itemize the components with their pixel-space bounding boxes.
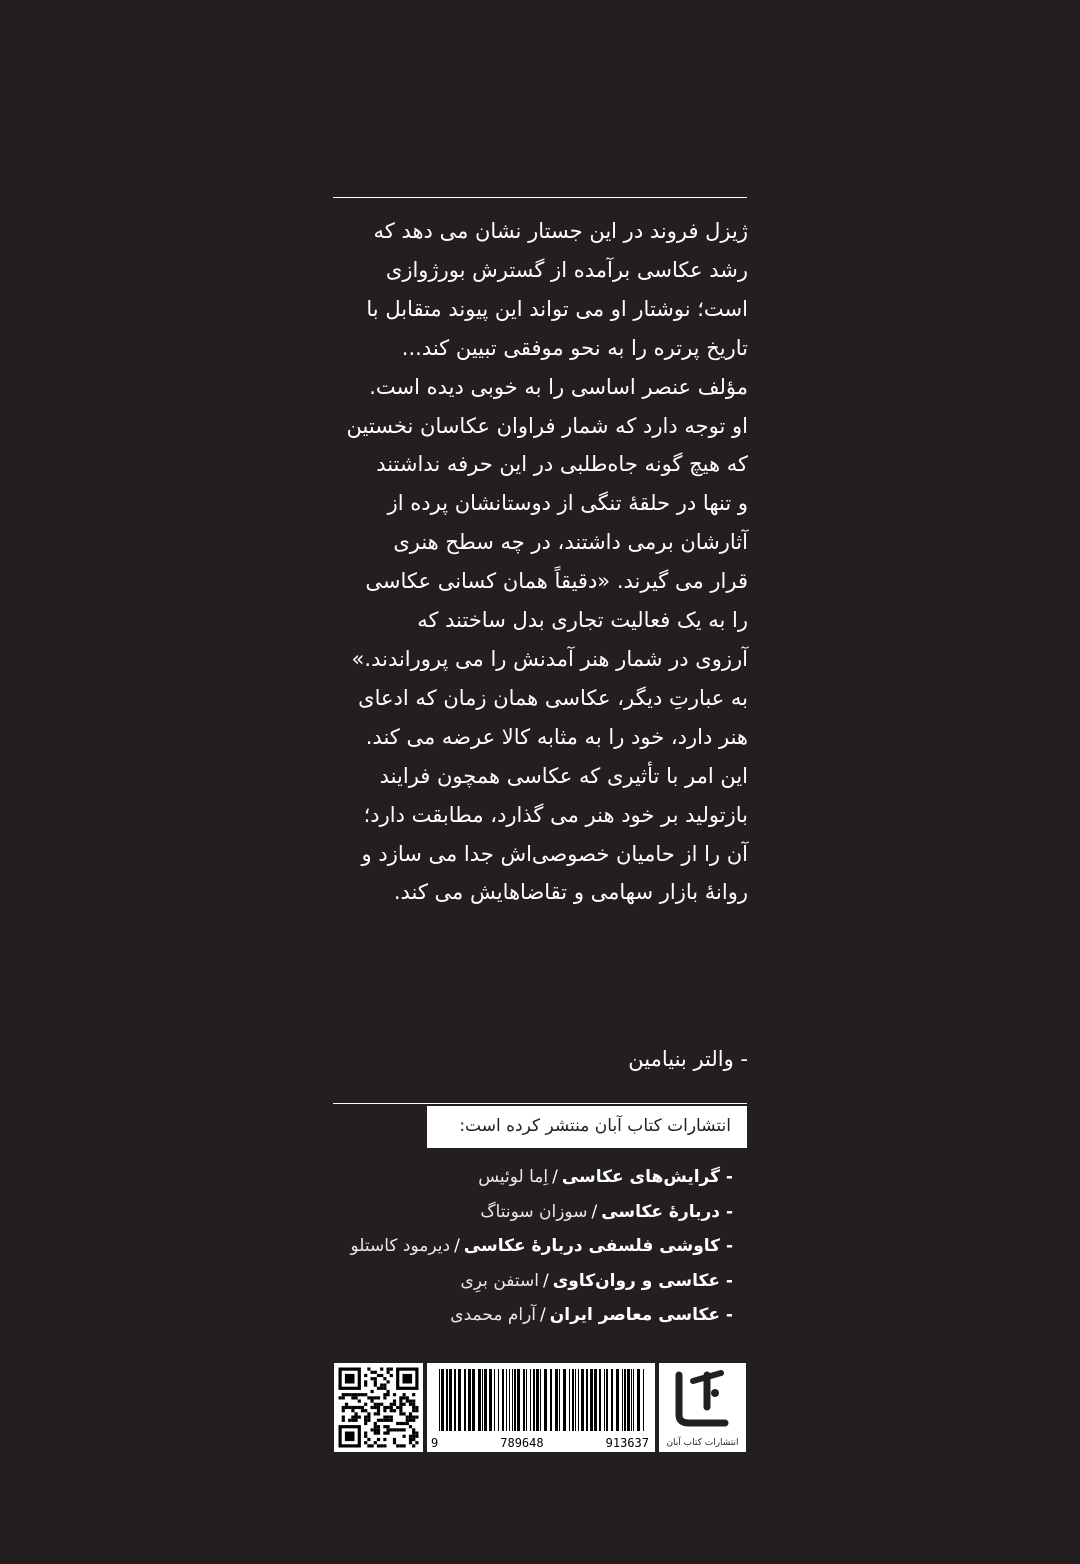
publisher-heading: انتشارات کتاب آبان منتشر کرده است: — [459, 1116, 731, 1136]
book-separator: / — [542, 1270, 549, 1291]
book-separator: / — [591, 1201, 598, 1222]
isbn-digit-group: 9 — [431, 1436, 439, 1450]
quote-line: است؛ نوشتار او می تواند این پیوند متقابل با — [366, 296, 748, 321]
isbn-digit-group: 789648 — [500, 1436, 544, 1450]
book-title: - گرایش‌های عکاسی — [561, 1167, 733, 1187]
book-separator: / — [552, 1167, 558, 1187]
book-title: - عکاسی و روان‌کاوی — [552, 1270, 733, 1291]
book-title: - دربارهٔ عکاسی — [601, 1201, 733, 1222]
quote-line: روانهٔ بازار سهامی و تقاضاهایش می کند. — [393, 880, 748, 905]
quote-line: و تنها در حلقهٔ تنگی از دوستانشان پرده از — [387, 491, 748, 516]
isbn-barcode — [427, 1363, 655, 1452]
author-name: - والتر بنیامین — [628, 1047, 748, 1071]
book-title: - عکاسی معاصر ایران — [549, 1305, 733, 1325]
quote-line: به عبارتِ دیگر، عکاسی همان زمان که ادعای — [358, 685, 748, 710]
quote-line: رشد عکاسی برآمده از گسترش بورژوازی — [385, 257, 748, 282]
quote-line: ژیزل فروند در این جستار نشان می دهد که — [373, 219, 748, 243]
list-item — [200, 1298, 733, 1333]
list-item — [200, 1264, 733, 1299]
qr-code — [334, 1363, 423, 1452]
book-separator: / — [540, 1305, 546, 1325]
isbn-number — [427, 1436, 655, 1450]
book-author: دیرمود کاستلو — [350, 1236, 451, 1256]
book-author: آرام محمدی — [450, 1305, 537, 1325]
top-divider — [333, 197, 747, 198]
quote-line: که هیچ گونه جاه‌طلبی در این حرفه نداشتند — [376, 452, 748, 477]
logo-caption: انتشارات کتاب آبان — [666, 1438, 739, 1448]
publisher-divider — [333, 1103, 747, 1104]
aban-logo-icon — [659, 1363, 746, 1433]
publisher-logo — [659, 1363, 746, 1452]
back-cover-quote — [318, 212, 748, 912]
quote-line: بازتولید بر خود هنر می گذارد، مطابقت دارد؛ — [363, 802, 748, 827]
quote-line: آرزوی در شمار هنر آمدنش را می پروراندند.» — [351, 646, 748, 671]
quote-line: او توجه دارد که شمار فراوان عکاسان نخستین — [346, 413, 748, 438]
publisher-heading-box — [427, 1106, 747, 1148]
quote-line: آن را از حامیان خصوصی‌اش جدا می سازد و — [361, 841, 748, 866]
quote-attribution — [318, 1040, 748, 1078]
book-author: سوزان سونتاگ — [480, 1201, 588, 1222]
isbn-digit-group: 913637 — [605, 1436, 649, 1450]
qr-code-icon — [334, 1363, 423, 1452]
quote-line: قرار می گیرند. «دقیقاً همان کسانی عکاسی — [365, 569, 748, 594]
list-item — [200, 1160, 733, 1195]
book-list — [200, 1160, 733, 1333]
quote-line: هنر دارد، خود را به مثابه کالا عرضه می کند. — [365, 724, 748, 749]
barcode-icon — [427, 1363, 655, 1435]
book-author: استفن برِی — [460, 1270, 539, 1291]
quote-line: تاریخ پرتره را به نحو موفقی تبیین کند... — [401, 335, 748, 360]
quote-line: این امر با تأثیری که عکاسی همچون فرایند — [379, 763, 748, 788]
quote-line: را به یک فعالیت تجاری بدل ساختند که — [417, 608, 748, 633]
book-title: - کاوشی فلسفی دربارهٔ عکاسی — [463, 1236, 733, 1256]
book-separator: / — [454, 1236, 460, 1256]
quote-line: مؤلف عنصر اساسی را به خوبی دیده است. — [369, 374, 748, 399]
quote-line: آثارشان برمی داشتند، در چه سطح هنری — [393, 530, 748, 555]
list-item — [200, 1195, 733, 1230]
list-item — [200, 1229, 733, 1264]
book-author: اِما لوئیس — [478, 1167, 549, 1187]
